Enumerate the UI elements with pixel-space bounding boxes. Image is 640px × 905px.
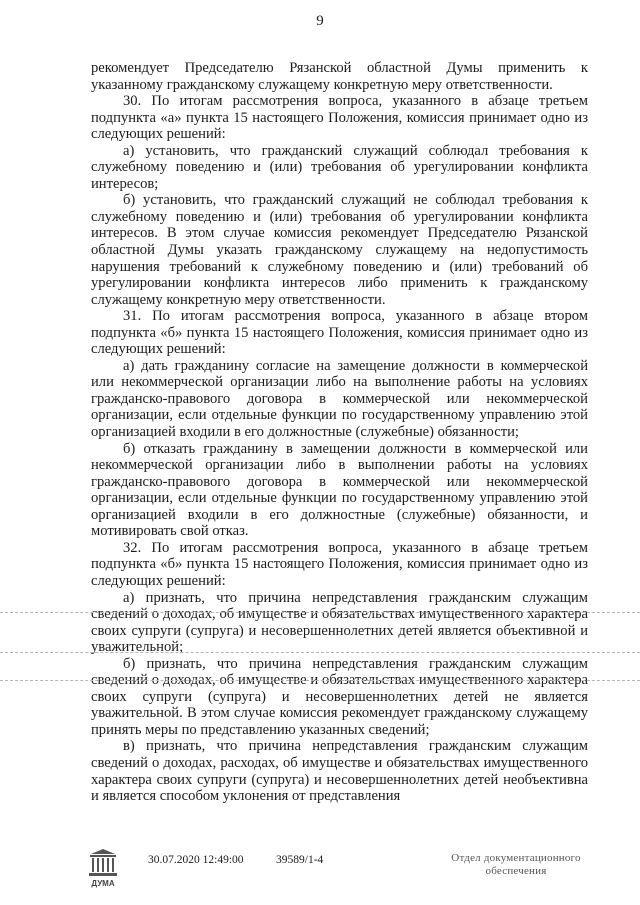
scan-artifact-line bbox=[0, 680, 640, 681]
scan-artifact-line bbox=[0, 652, 640, 653]
paragraph: а) признать, что причина непредставления гражданским служащим сведений о доходах, об имуществе и обязательствах имущественного характера своих супруги (супруга) и несовершеннолетних детей является объективной и уважительной; bbox=[91, 589, 588, 656]
paragraph: а) дать гражданину согласие на замещение должности в коммерческой или некоммерческой организации либо на выполнение работы на условиях гражданско-правового договора в коммерческой или некоммерческой организации, если отдельные функции по государственному управлению этой организацией входили в его должностные (служебные) обязанности; bbox=[91, 357, 588, 441]
footer-document-code: 39589/1-4 bbox=[276, 854, 324, 866]
document-body bbox=[91, 60, 588, 805]
duma-logo-icon bbox=[86, 848, 120, 890]
page-number: 9 bbox=[316, 13, 324, 29]
paragraph: б) отказать гражданину в замещении должности в коммерческой или некоммерческой организации либо в выполнении работы на условиях гражданско-правового договора в коммерческой или некоммерческой организации, если отдельные функции по государственному управлению этой организацией входили в его должностные (служебные) обязанности, и мотивировать свой отказ. bbox=[91, 440, 588, 540]
paragraph: б) установить, что гражданский служащий не соблюдал требования к служебному поведению и (или) требования об урегулировании конфликта интересов. В этом случае комиссия рекомендует Председателю Рязанской областной Думы указать гражданскому служащему на недопустимость нарушения требований к служебному поведению и (или) требований об урегулировании конфликта интересов либо применить к гражданскому служащему конкретную меру ответственности. bbox=[91, 192, 588, 308]
paragraph: 30. По итогам рассмотрения вопроса, указанного в абзаце третьем подпункта «а» пункта 15 настоящего Положения, комиссия принимает одно из следующих решений: bbox=[91, 93, 588, 143]
footer-department-line: обеспечения bbox=[485, 865, 547, 877]
paragraph: в) признать, что причина непредставления гражданским служащим сведений о доходах, расходах, об имуществе и обязательствах имущественного характера своих супруги (супруга) и несовершеннолетних детей необъективна и является способом уклонения от представления bbox=[91, 738, 588, 805]
paragraph: б) признать, что причина непредставления гражданским служащим сведений о доходах, об имуществе и обязательствах имущественного характера своих супруги (супруга) и несовершеннолетних детей не является уважительной. В этом случае комиссия рекомендует гражданскому служащему принять меры по представлению указанных сведений; bbox=[91, 655, 588, 738]
document-footer bbox=[0, 846, 640, 896]
paragraph: рекомендует Председателю Рязанской областной Думы применить к указанному гражданскому служащему конкретную меру ответственности. bbox=[91, 60, 588, 93]
paragraph: 32. По итогам рассмотрения вопроса, указанного в абзаце третьем подпункта «б» пункта 15 настоящего Положения, комиссия принимает одно из следующих решений: bbox=[91, 539, 588, 589]
footer-department-line: Отдел документационного bbox=[451, 852, 581, 864]
paragraph: 31. По итогам рассмотрения вопроса, указанного в абзаце втором подпункта «б» пункта 15 настоящего Положения, комиссия принимает одно из следующих решений: bbox=[91, 308, 588, 358]
footer-department bbox=[436, 852, 596, 878]
scan-artifact-line bbox=[0, 612, 640, 613]
paragraph: а) установить, что гражданский служащий соблюдал требования к служебному поведению и (или) требования об урегулировании конфликта интересов; bbox=[91, 142, 588, 192]
logo-text: ДУМА bbox=[91, 879, 115, 888]
footer-datetime: 30.07.2020 12:49:00 bbox=[148, 854, 244, 866]
